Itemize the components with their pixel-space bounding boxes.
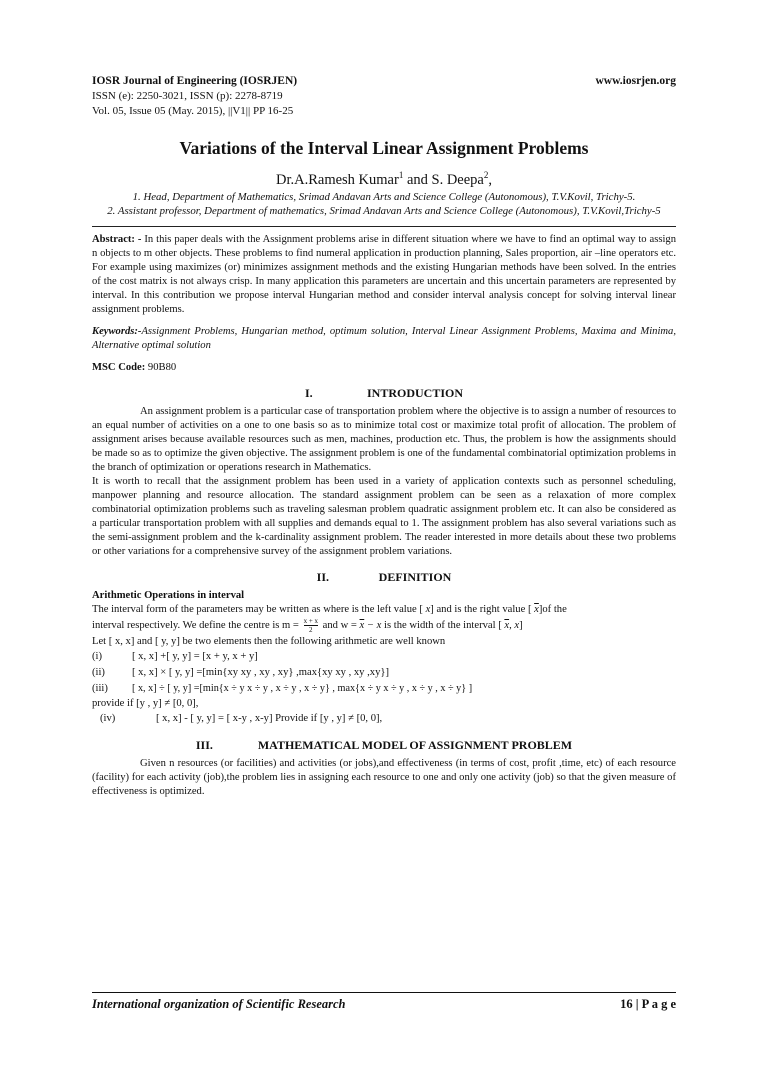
- section-2-heading: [92, 569, 676, 585]
- keywords-text: Assignment Problems, Hungarian method, optimum solution, Interval Linear Assignment Problems, Maxima and Minima, Alternative optimal solution: [92, 325, 676, 351]
- author-trail: ,: [488, 171, 492, 188]
- page-footer: [92, 996, 676, 1012]
- msc-label: MSC Code:: [92, 361, 146, 373]
- elements-line: Let [ x, x] and [ y, y] be two elements then the following arithmetic are well known: [92, 635, 446, 647]
- centre-fraction: [304, 617, 318, 634]
- op-multiplication: [92, 665, 676, 681]
- provide-condition: provide if [y , y] ≠ [0, 0],: [92, 697, 199, 709]
- footer-divider: [92, 992, 676, 993]
- op-4-number: (iv): [100, 712, 116, 724]
- section-1-heading: [92, 385, 676, 401]
- arith-subheading: Arithmetic Operations in interval: [92, 589, 245, 601]
- intro-paragraph-1: An assignment problem is a particular case of transportation problem where the objective is to assign a number of resources to an equal number of activities on a one to one basis so as to minimize total cost or maximize total profit of allocation. The problem of assignment arises because available resources such as men, machines, production etc. Thus, the problem is how the assignments should be made so as to optimize the given objective. The assignment problem is one of the fundamental combinatorial optimization problems in the branch of optimization or operations research in Mathematics.: [92, 405, 677, 473]
- paper-title: Variations of the Interval Linear Assignment Problems: [179, 138, 589, 158]
- op-subtraction: [92, 711, 676, 727]
- msc-value: 90B80: [145, 361, 177, 373]
- issn-line: ISSN (e): 2250-3021, ISSN (p): 2278-8719: [92, 90, 283, 102]
- interval-text-1c: ]of the: [538, 603, 567, 615]
- section-3-title: MATHEMATICAL MODEL OF ASSIGNMENT PROBLEM: [257, 737, 573, 752]
- op-1-expr: [ x, x] +[ y, y] = [x + y, x + y]: [132, 650, 258, 662]
- fraction-denominator: 2: [309, 625, 313, 634]
- keywords-label: Keywords:-: [92, 325, 142, 337]
- abstract-text: In this paper deals with the Assignment problems arise in different situation where we have to find an optimal way to assign n objects to m other objects. These problems to find numeral application in production planning, Sales proportion, air –line operators etc. For example using maximizes (or) minimizes assignment methods and the existing Hungarian methods have been solved. In the entries of the cost matrix is not always crisp. In many application this parameters are uncertain and this uncertain parameters are represented by interval. In this contribution we propose interval Hungarian method and consider interval analysis concept for solving interval linear assignment problems.: [92, 233, 676, 315]
- msc-code: [92, 361, 676, 375]
- interval-form-line-1: The interval form of the parameters may be written as where is the left value [ x] and is the right value [ $\overline{x}]of$ the: [92, 603, 567, 615]
- op-3-expr: [ x, x] ÷ [ y, y] =[min{x ÷ y x ÷ y , x ÷ y , x ÷ y} , max{x ÷ y x ÷ y , x ÷ y , x ÷ y} ]: [132, 682, 473, 694]
- author-line: [92, 165, 676, 190]
- abstract: [92, 233, 676, 317]
- section-2-title: DEFINITION: [378, 569, 452, 584]
- affiliation-2: 2. Assistant professor, Department of mathematics, Srimad Andavan Arts and Science College (Autonomous), T.V.Kovil,Trichy-5: [107, 204, 661, 217]
- header-divider: [92, 226, 676, 227]
- author-2: and S. Deepa: [403, 171, 484, 188]
- op-2-number: (ii): [92, 666, 105, 678]
- op-addition: [92, 649, 676, 665]
- section-1-number: I.: [304, 385, 313, 400]
- interval-text-2c: is the width of the interval [: [381, 619, 505, 631]
- interval-form-line-2: interval respectively. We define the centre is m = $\frac{x + x}{2}$ and $w = \overline{x} - x$ is the width of the interval [ $\overline{x}$, x]: [92, 616, 523, 634]
- affiliation-1: 1. Head, Department of Mathematics, Srimad Andavan Arts and Science College (Autonomous), T.V.Kovil, Trichy-5.: [132, 190, 636, 203]
- abstract-label: Abstract: -: [92, 233, 142, 245]
- paper-page: [92, 74, 676, 799]
- interval-text-1a: The interval form of the parameters may be written as where is the left value [: [92, 603, 426, 615]
- op-division: [92, 681, 676, 697]
- intro-paragraph-2: It is worth to recall that the assignment problem has been used in a variety of application contexts such as personnel scheduling, manpower planning and resource allocation. The standard assignment problem can be seen as a relaxation of more complex combinatorial optimization problems such as traveling salesman problem quadratic assignment problem etc. It can also be considered as a particular transportation problem with all supplies and demands equal to 1. The assignment problem has also several variations such as the semi-assignment problem and the k-cardinality assignment problem. The reader interested in more details about these two problems or other variations for a comprehensive survey of the assignment problem variations.: [92, 475, 676, 557]
- author-2-sup: 2: [483, 170, 489, 180]
- journal-header: [92, 74, 676, 89]
- op-1-number: (i): [92, 650, 102, 662]
- section-3-heading: [92, 737, 676, 753]
- op-2-expr: [ x, x] × [ y, y] =[min{xy xy , xy , xy} ,max{xy xy , xy ,xy}]: [132, 666, 389, 678]
- author-1: Dr.A.Ramesh Kumar: [276, 171, 399, 188]
- journal-name: IOSR Journal of Engineering (IOSRJEN): [92, 75, 298, 87]
- page-number: 16 | P a g e: [620, 997, 676, 1011]
- section-3-number: III.: [195, 737, 213, 752]
- interval-text-2a: interval respectively. We define the centre is m =: [92, 619, 302, 631]
- fraction-numerator: x + x: [303, 616, 319, 625]
- op-4-expr: [ x, x] - [ y, y] = [ x-y , x-y] Provide if [y , y] ≠ [0, 0],: [156, 712, 383, 724]
- author-1-sup: 1: [398, 170, 404, 180]
- volume-line: Vol. 05, Issue 05 (May. 2015), ||V1|| PP 16-25: [92, 105, 294, 117]
- op-3-number: (iii): [92, 682, 108, 694]
- interval-text-2b: and w =: [320, 619, 360, 631]
- journal-website[interactable]: www.iosrjen.org: [595, 75, 676, 87]
- keywords: [92, 325, 676, 353]
- section-1-title: INTRODUCTION: [366, 385, 463, 400]
- footer-organization: International organization of Scientific Research: [92, 997, 346, 1011]
- section-2-number: II.: [316, 569, 329, 584]
- interval-text-1b: ] and is the right value [: [430, 603, 535, 615]
- model-paragraph: Given n resources (or facilities) and activities (or jobs),and effectiveness (in terms of cost, profit ,time, etc) of each resource (facility) for each activity (job),the problem lies in assigning each resource to one and only one activity (job) so that the given measure of effectiveness is optimized.: [92, 757, 676, 797]
